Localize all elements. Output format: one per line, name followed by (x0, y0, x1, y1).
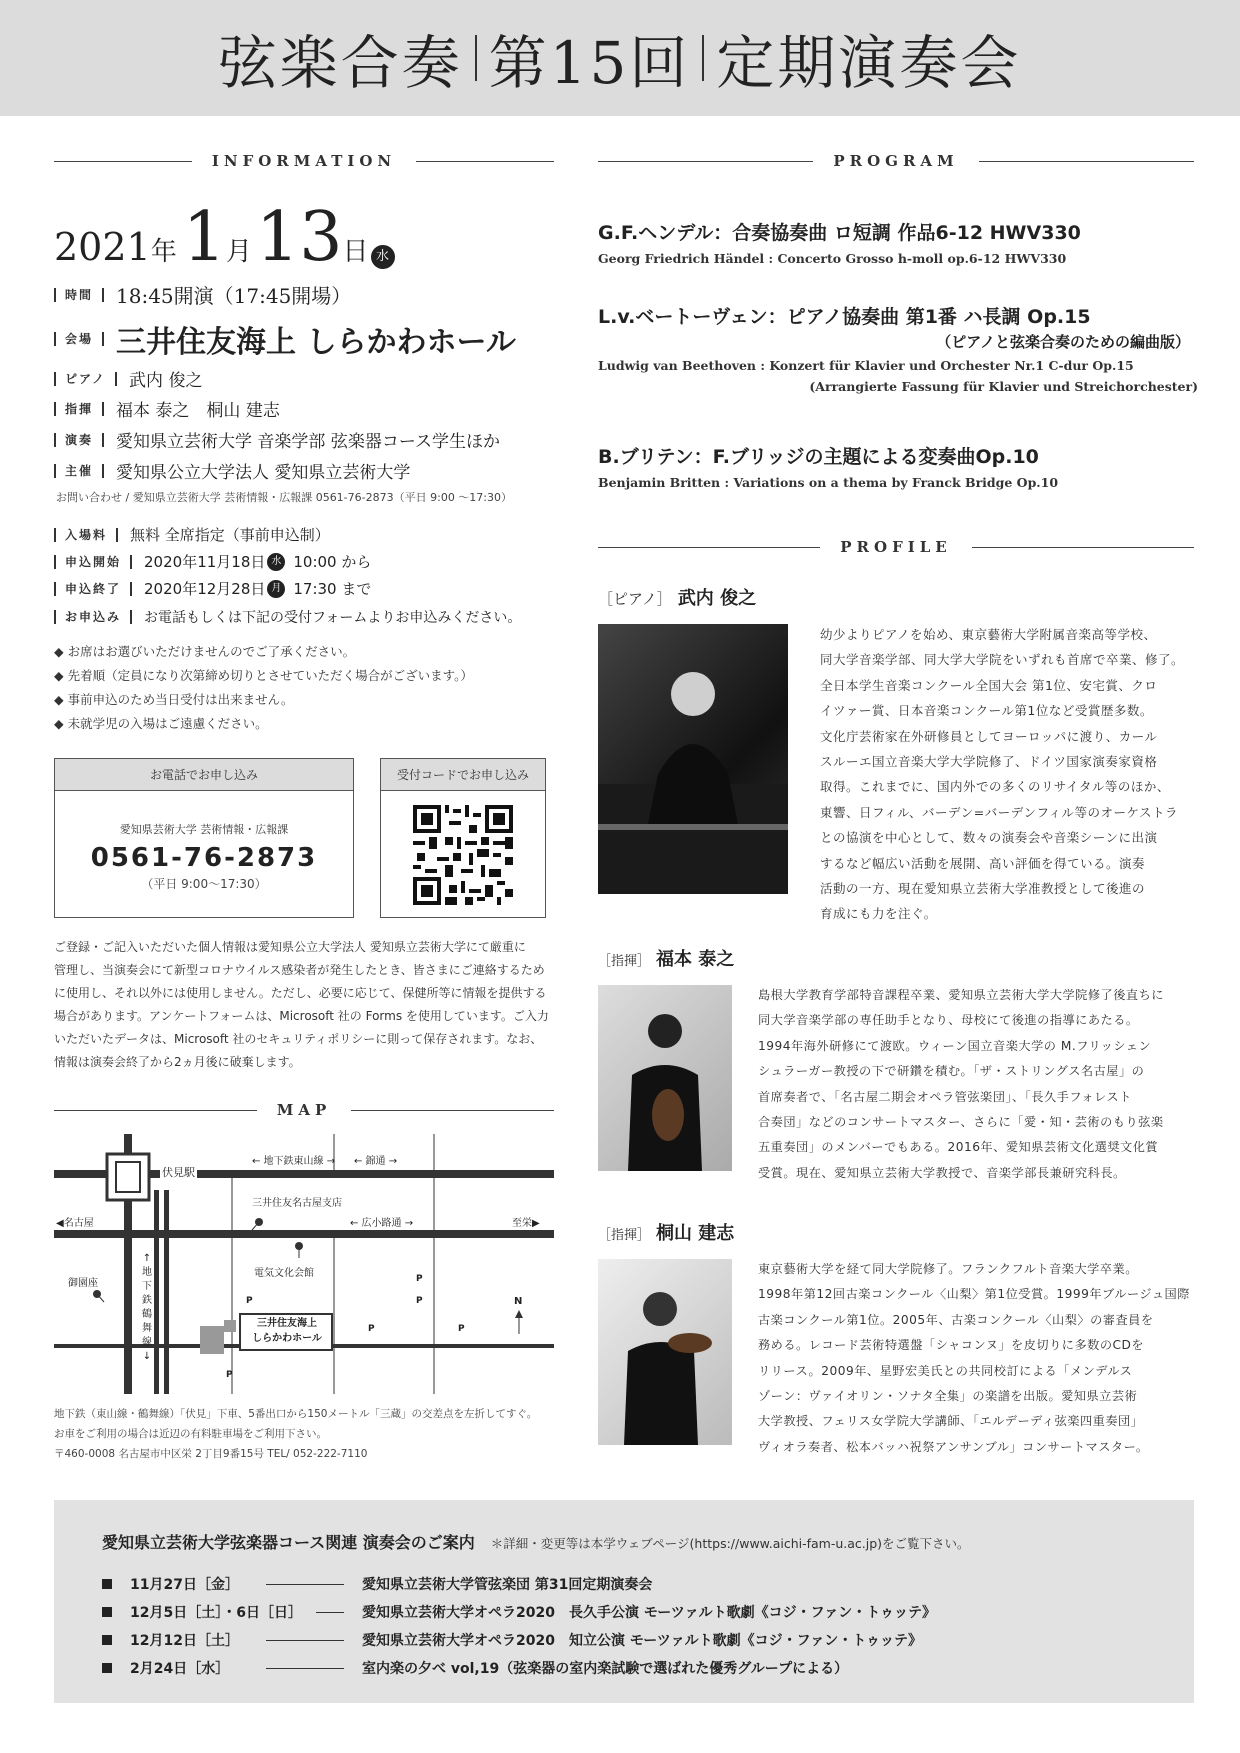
bio-line: 文化庁芸術家在外研修員としてヨーロッパに渡り、カール (820, 728, 1158, 744)
events-list (102, 1570, 936, 1682)
event-item (102, 1598, 936, 1626)
program-item-3 (598, 442, 1198, 490)
privacy-line: 管理し、当演奏会にて新型コロナウイルス感染者が発生したとき、皆さまにご連絡するため (54, 963, 545, 977)
profile-name: 武内 俊之 (677, 588, 757, 609)
section-label: INFORMATION (211, 152, 397, 170)
apply-end-date: 2020年12月28日 (144, 580, 266, 598)
conductor-row (54, 396, 280, 421)
apply-method-row (54, 607, 521, 627)
conductor-label: 指揮 (54, 402, 104, 416)
date-month-unit: 月 (226, 237, 253, 267)
privacy-line: に使用し、それ以外には使用しません。ただし、必要に応じて、保健所等に情報を提供する (54, 986, 547, 1000)
qr-application-box (380, 758, 546, 918)
bio-line: 五重奏団」のメンバーでもある。2016年、愛知県芸術文化選奨文化賞 (758, 1140, 1159, 1155)
profile-header-conductor-1 (598, 945, 734, 971)
date-year-unit: 年 (150, 237, 177, 267)
apply-start-label: 申込開始 (54, 555, 132, 569)
bio-line: 古楽コンクール第1位。2005年、古楽コンクール〈山梨〉の審査員を (758, 1312, 1154, 1327)
bio-line: 幼少よりピアノを始め、東京藝術大学附属音楽高等学校、 (820, 627, 1157, 642)
bio-line: 全日本学生音楽コンクール全国大会 第1位、安宅賞、クロ (820, 677, 1158, 693)
program-title-en: Benjamin Britten : Variations on a thema by Franck Bridge Op.10 (598, 475, 1059, 490)
map-higashiyama-line: ← 地下鉄東山線 → (252, 1156, 336, 1167)
bio-line: シュラーガー教授の下で研鑽を積む。「ザ・ストリングス名古屋」の (758, 1064, 1145, 1079)
bio-line: 活動の一方、現在愛知県立芸術大学准教授として後進の (820, 881, 1146, 897)
event-title: 愛知県立芸術大学オペラ2020 知立公演 モーツァルト歌劇《コジ・ファン・トゥッテ》 (362, 1633, 922, 1649)
performer-value: 愛知県立芸術大学 音楽学部 弦楽器コース学生ほか (116, 432, 500, 452)
parking-icon: P (368, 1324, 375, 1334)
apply-start-row (54, 551, 371, 572)
section-program (598, 152, 1194, 170)
host-value: 愛知県公立大学法人 愛知県立芸術大学 (116, 463, 411, 483)
time-value: 18:45開演（17:45開場） (116, 284, 352, 308)
bio-line: スルーエ国立音楽大学大学院修了、ドイツ国家演奏家資格 (820, 754, 1158, 770)
concert-date (54, 198, 397, 277)
section-label: PROFILE (840, 538, 952, 556)
related-concerts-panel (54, 1500, 1194, 1703)
map-tsurumai-char: 下 (142, 1281, 152, 1292)
bio-line: との協演を中心として、数々の演奏会や音楽シーンに出演 (820, 830, 1158, 846)
program-subtitle-jp: （ピアノと弦楽合奏のための編曲版） (936, 333, 1190, 351)
bio-line: 育成にも力を注ぐ。 (820, 906, 937, 922)
map-tsurumai-char: 鶴 (142, 1309, 152, 1320)
section-profile (598, 538, 1194, 556)
performer-row (54, 427, 500, 452)
bio-line: 同大学音楽学部、同大学大学院をいずれも首席で卒業、修了。 (820, 652, 1185, 668)
notes-list (54, 640, 473, 736)
profile-role: ［指揮］ (598, 954, 651, 969)
profile-name: 桐山 建志 (656, 1223, 735, 1244)
note-item: ◆ 事前申込のため当日受付は出来ません。 (54, 692, 294, 707)
footer-title: 愛知県立芸術大学弦楽器コース関連 演奏会のご案内 (102, 1533, 475, 1552)
map-mitsui-branch: 三井住友名古屋支店 (252, 1198, 342, 1209)
map-tsurumai-char: 線 (142, 1337, 152, 1348)
header-banner (0, 0, 1240, 116)
phone-hours: （平日 9:00〜17:30） (141, 877, 267, 891)
program-title-jp: L.v.ベートーヴェン：ピアノ協奏曲 第1番 ハ長調 Op.15 (598, 306, 1091, 328)
section-information (54, 152, 554, 170)
phone-application-box (54, 758, 354, 918)
phone-box-header: お電話でお申し込み (55, 759, 353, 791)
profile-role: ［ピアノ］ (598, 590, 672, 608)
host-row (54, 458, 410, 483)
fee-value: 無料 全席指定（事前申込制） (130, 526, 330, 544)
access-line: 地下鉄（東山線・鶴舞線）「伏見」下車、5番出口から150メートル「三蔵」の交差点を左折してすぐ。 (54, 1408, 538, 1420)
apply-end-label: 申込終了 (54, 582, 132, 596)
date-month: 1 (182, 198, 226, 277)
bio-line: 合奏団」などのコンサートマスター、さらに「愛・知・芸術のもり弦楽 (758, 1115, 1164, 1130)
apply-start-time: 10:00 から (293, 553, 372, 571)
time-label: 時間 (54, 288, 104, 302)
map-sakae-direction: 至栄▶ (512, 1218, 540, 1229)
venue-row (54, 317, 516, 361)
map-misonoza: 御園座 (68, 1278, 98, 1289)
map-hall-marker[interactable] (244, 1316, 330, 1346)
map-tsurumai-char: 舞 (142, 1323, 152, 1334)
program-title-jp: G.F.ヘンデル：合奏協奏曲 ロ短調 作品6-12 HWV330 (598, 222, 1081, 244)
parking-icon: P (226, 1370, 233, 1380)
map-tsurumai-char: ↓ (142, 1351, 152, 1362)
bio-line: 1994年海外研修にて渡欧。ウィーン国立音楽大学の M.フリッシェン (758, 1038, 1152, 1053)
date-day: 13 (256, 198, 343, 277)
fee-row (54, 524, 330, 545)
event-title: 室内楽の夕べ vol,19（弦楽器の室内楽試験で選ばれた優秀グループによる） (362, 1661, 849, 1677)
profile-photo-conductor-1 (598, 985, 732, 1171)
profile-name: 福本 泰之 (656, 949, 735, 970)
event-item (102, 1626, 936, 1654)
north-arrow-icon: N (514, 1296, 523, 1307)
event-item (102, 1654, 936, 1682)
bio-line: リリース。2009年、星野宏美氏との共同校訂による「メンデルス (758, 1363, 1133, 1378)
bio-line: 島根大学教育学部特音課程卒業、愛知県立芸術大学大学院修了後直ちに (758, 988, 1164, 1002)
violinist-photo-icon (598, 1259, 732, 1445)
apply-start-weekday: 水 (267, 553, 285, 571)
title-divider (475, 35, 477, 81)
time-row (54, 280, 351, 309)
map-tsurumai-line (140, 1252, 154, 1364)
qr-code-icon[interactable] (413, 805, 513, 905)
venue-value: 三井住友海上 しらかわホール (116, 325, 516, 360)
profile-header-conductor-2 (598, 1219, 734, 1245)
map-denki-hall: 電気文化会館 (254, 1268, 314, 1279)
program-title-en: Georg Friedrich Händel : Concerto Grosso h-moll op.6-12 HWV330 (598, 251, 1067, 266)
section-map (54, 1101, 554, 1119)
program-item-1 (598, 218, 1198, 266)
title-part-3: 定期演奏会 (716, 29, 1022, 97)
privacy-line: ご登録・ご記入いただいた個人情報は愛知県公立大学法人 愛知県立芸術大学にて厳重に (54, 940, 526, 954)
program-item-2 (598, 302, 1198, 394)
bio-line: 1998年第12回古楽コンクール〈山梨〉第1位受賞。1999年ブルージュ国際 (758, 1287, 1190, 1302)
fee-label: 入場料 (54, 528, 118, 542)
venue-map[interactable] (54, 1134, 554, 1394)
map-tsurumai-char: 鉄 (142, 1295, 152, 1306)
profile-bio-piano (820, 622, 1200, 927)
conductor-value: 福本 泰之 桐山 建志 (116, 401, 280, 421)
profile-photo-piano (598, 624, 788, 894)
parking-icon: P (416, 1296, 423, 1306)
privacy-line: いただいたデータは、Microsoft 社のセキュリティポリシーに則って保存されます。なお、 (54, 1032, 543, 1046)
phone-box-org: 愛知県芸術大学 芸術情報・広報課 (119, 823, 289, 836)
page-title (219, 16, 1022, 100)
bio-line: 大学教授、フェリス女学院大学講師、「エルデーディ弦楽四重奏団」 (758, 1414, 1144, 1429)
apply-method-value: お電話もしくは下記の受付フォームよりお申込みください。 (144, 610, 522, 626)
map-nagoya-direction: ◀名古屋 (56, 1218, 94, 1229)
note-item: ◆ 未就学児の入場はご遠慮ください。 (54, 716, 268, 731)
map-hirokoji-street: ← 広小路通 → (350, 1218, 414, 1229)
event-date: 12月12日［土］ (130, 1633, 239, 1649)
bio-line: ゾーン：ヴァイオリン・ソナタ全集」の楽譜を出版。愛知県立芸術 (758, 1389, 1138, 1404)
section-label: MAP (276, 1101, 332, 1119)
event-date: 2月24日［水］ (130, 1661, 230, 1677)
piano-row (54, 366, 202, 391)
program-title-jp: B.ブリテン：F.ブリッジの主題による変奏曲Op.10 (598, 446, 1039, 468)
contact-note: お問い合わせ / 愛知県立芸術大学 芸術情報・広報課 0561-76-2873（平日 9:00 ～17:30） (56, 491, 513, 504)
access-info (54, 1404, 537, 1464)
profile-role: ［指揮］ (598, 1228, 651, 1243)
map-hall-name: 三井住友海上 (257, 1318, 317, 1329)
privacy-line: 場合があります。アンケートフォームは、Microsoft 社の Forms を使用しています。ご入力 (54, 1009, 549, 1023)
pianist-photo-icon (598, 624, 788, 894)
date-day-unit: 日 (342, 237, 369, 267)
parking-icon: P (458, 1324, 465, 1334)
access-line: 〒460-0008 名古屋市中区栄 2丁目9番15号 TEL/ 052-222-7110 (54, 1448, 368, 1460)
bio-line: 東京藝術大学を経て同大学院修了。フランクフルト音楽大学卒業。 (758, 1262, 1138, 1276)
host-label: 主催 (54, 464, 104, 478)
note-item: ◆ 先着順（定員になり次第締め切りとさせていただく場合がございます。） (54, 668, 473, 683)
profile-photo-conductor-2 (598, 1259, 732, 1445)
event-date: 12月5日［土］・6日［日］ (130, 1605, 302, 1621)
apply-end-weekday: 月 (267, 580, 285, 598)
bio-line: するなど幅広い活動を展開、高い評価を得ている。演奏 (820, 855, 1146, 871)
parking-icon: P (246, 1296, 253, 1306)
apply-start-date: 2020年11月18日 (144, 553, 266, 571)
date-year: 2021 (54, 225, 151, 269)
map-hall-name: しらかわホール (252, 1333, 322, 1344)
bio-line: 東響、日フィル、バーデン=バーデンフィル等のオーケストラ (820, 804, 1178, 820)
violinist-photo-icon (598, 985, 732, 1171)
map-nishiki-street: ← 錦通 → (354, 1156, 398, 1167)
title-part-1: 弦楽合奏 (218, 29, 463, 97)
piano-value: 武内 俊之 (129, 371, 203, 391)
bio-line: 受賞。現在、愛知県立芸術大学教授で、音楽学部長兼研究科長。 (758, 1165, 1126, 1180)
profile-header-piano (598, 584, 756, 610)
footer-heading (102, 1530, 970, 1553)
access-line: お車をご利用の場合は近辺の有料駐車場をご利用下さい。 (54, 1428, 327, 1440)
program-title-en: Ludwig van Beethoven : Konzert für Klavier und Orchester Nr.1 C-dur Op.15 (598, 358, 1134, 373)
apply-method-label: お申込み (54, 610, 132, 624)
bio-line: 首席奏者で、「名古屋二期会オペラ管弦楽団」、「長久手フォレスト (758, 1089, 1132, 1104)
program-subtitle-en: (Arrangierte Fassung für Klavier und Streichorchester) (809, 379, 1198, 394)
privacy-notice (54, 936, 549, 1074)
bio-line: 取得。これまでに、国内外での多くのリサイタル等のほか、 (820, 779, 1170, 795)
privacy-line: 情報は演奏会終了から2ヵ月後に破棄します。 (54, 1055, 301, 1069)
venue-label: 会場 (54, 332, 104, 346)
profile-bio-conductor-1 (758, 983, 1208, 1186)
bio-line: 務める。レコード芸術特選盤「シャコンヌ」を皮切りに多数のCDを (758, 1338, 1145, 1353)
bio-line: ヴィオラ奏者、松本バッハ祝祭アンサンブル」コンサートマスター。 (758, 1439, 1149, 1454)
apply-end-row (54, 578, 371, 599)
parking-icon: P (416, 1274, 423, 1284)
event-title: 愛知県立芸術大学オペラ2020 長久手公演 モーツァルト歌劇《コジ・ファン・トゥッテ》 (362, 1605, 936, 1621)
bio-line: イツァー賞、日本音楽コンクール第1位など受賞歴多数。 (820, 703, 1153, 719)
date-weekday-badge: 水 (371, 245, 395, 269)
qr-box-header: 受付コードでお申し込み (381, 759, 545, 791)
event-date: 11月27日［金］ (130, 1577, 239, 1593)
bio-line: 同大学音楽学部の専任助手となり、母校にて後進の指導にあたる。 (758, 1013, 1139, 1028)
title-divider (702, 35, 704, 81)
event-title: 愛知県立芸術大学管弦楽団 第31回定期演奏会 (362, 1577, 653, 1593)
performer-label: 演奏 (54, 433, 104, 447)
piano-label: ピアノ (54, 372, 117, 386)
section-label: PROGRAM (833, 152, 959, 170)
title-part-2: 第15回 (488, 29, 691, 97)
map-station-label: 伏見駅 (162, 1166, 195, 1179)
map-tsurumai-char: ↑ (142, 1253, 152, 1264)
phone-number[interactable]: 0561-76-2873 (90, 843, 318, 873)
note-item: ◆ お席はお選びいただけませんのでご了承ください。 (54, 644, 356, 659)
footer-note: ＊詳細・変更等は本学ウェブページ(https://www.aichi-fam-u.ac.jp)をご覧下さい。 (490, 1536, 970, 1551)
apply-end-time: 17:30 まで (293, 580, 372, 598)
profile-bio-conductor-2 (758, 1257, 1208, 1460)
map-tsurumai-char: 地 (142, 1267, 152, 1278)
event-item (102, 1570, 936, 1598)
